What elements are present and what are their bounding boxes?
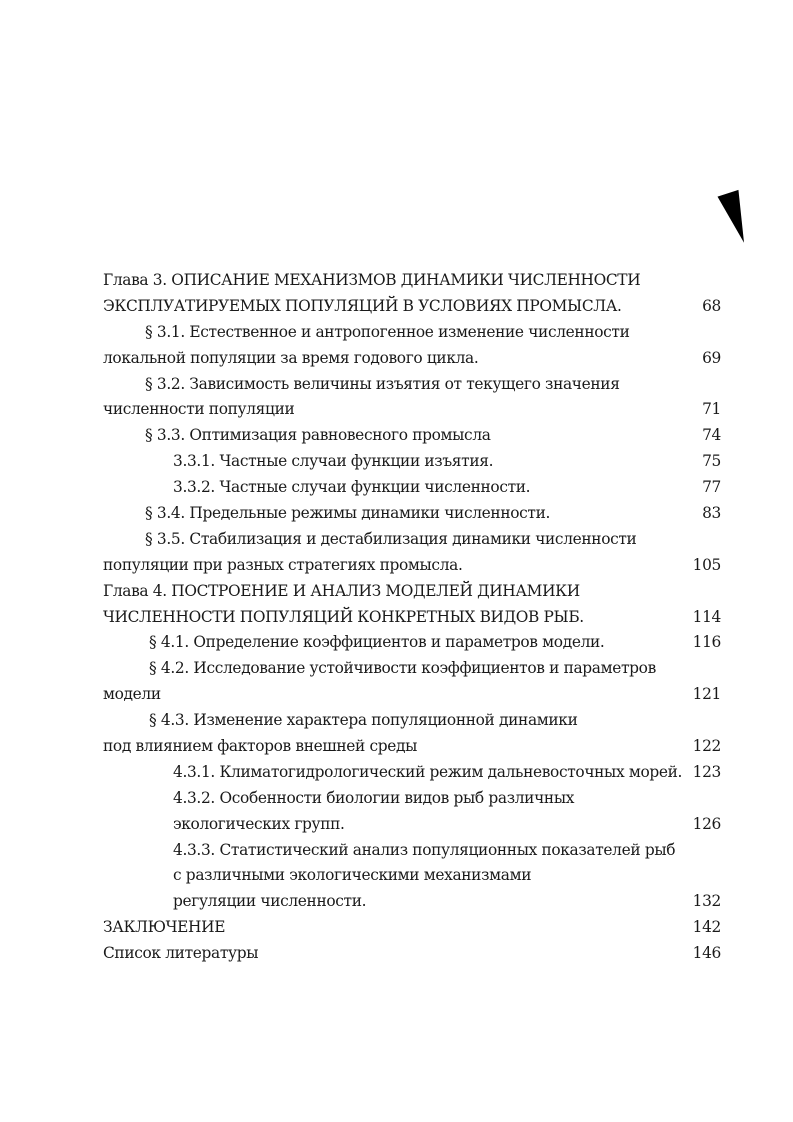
toc-line-subsection-4-3-3-cont bbox=[103, 863, 723, 889]
toc-page-number: 121 bbox=[692, 685, 721, 704]
toc-line-subsection-4-3-2 bbox=[103, 786, 723, 812]
toc-page-number: 74 bbox=[702, 426, 721, 445]
toc-page-number: 69 bbox=[702, 348, 721, 367]
toc-line-subsection-3-3-1 bbox=[103, 449, 723, 475]
toc-line-text: Глава 3. ОПИСАНИЕ МЕХАНИЗМОВ ДИНАМИКИ ЧИСЛЕННОСТИ bbox=[103, 271, 641, 289]
toc-page-number: 75 bbox=[702, 452, 721, 471]
toc-line-section-3-5-cont bbox=[103, 553, 723, 579]
toc-line-section-4-3-cont bbox=[103, 734, 723, 760]
toc-line-text: § 3.2. Зависимость величины изъятия от текущего значения bbox=[145, 374, 620, 393]
toc-line-text: локальной популяции за время годового цикла. bbox=[103, 348, 479, 367]
toc-line-text: 4.3.1. Климатогидрологический режим дальневосточных морей. bbox=[173, 762, 683, 781]
toc-line-text: под влиянием факторов внешней среды bbox=[103, 737, 417, 756]
toc-line-text: § 3.5. Стабилизация и дестабилизация динамики численности bbox=[145, 529, 637, 548]
toc-line-text: § 4.3. Изменение характера популяционной динамики bbox=[149, 711, 578, 730]
toc-line-text: § 4.2. Исследование устойчивости коэффициентов и параметров bbox=[149, 659, 656, 678]
toc-line-section-4-2-cont bbox=[103, 682, 723, 708]
toc-line-subsection-4-3-3 bbox=[103, 838, 723, 864]
toc-line-section-3-4 bbox=[103, 501, 723, 527]
toc-line-subsection-3-3-2 bbox=[103, 475, 723, 501]
scan-corner-mark bbox=[718, 190, 755, 246]
toc-page-number: 116 bbox=[692, 633, 721, 652]
toc-line-conclusion bbox=[103, 915, 723, 941]
toc-line-section-3-1 bbox=[103, 320, 723, 346]
toc-line-section-3-1-cont bbox=[103, 346, 723, 372]
toc-line-chapter-3-title bbox=[103, 268, 723, 294]
toc-line-text: регуляции численности. bbox=[173, 892, 367, 911]
toc-page-number: 114 bbox=[692, 607, 721, 626]
toc-page-number: 122 bbox=[692, 737, 721, 756]
toc-page-number: 68 bbox=[702, 296, 721, 315]
toc-line-references bbox=[103, 941, 723, 967]
toc-page-number: 132 bbox=[692, 892, 721, 911]
toc-page-number: 105 bbox=[692, 555, 721, 574]
toc-page-number: 77 bbox=[702, 478, 721, 497]
toc-line-text: 3.3.1. Частные случаи функции изъятия. bbox=[173, 452, 494, 471]
toc-line-text: Список литературы bbox=[103, 944, 259, 963]
toc-line-chapter-3-title-cont bbox=[103, 294, 723, 320]
toc-line-text: экологических групп. bbox=[173, 814, 345, 833]
toc-line-subsection-4-3-2-cont bbox=[103, 812, 723, 838]
toc-line-text: 4.3.2. Особенности биологии видов рыб различных bbox=[173, 788, 575, 807]
toc-line-text: § 4.1. Определение коэффициентов и параметров модели. bbox=[149, 633, 605, 652]
toc-line-text: ЭКСПЛУАТИРУЕМЫХ ПОПУЛЯЦИЙ В УСЛОВИЯХ ПРОМЫСЛА. bbox=[103, 296, 622, 315]
toc-line-section-3-5 bbox=[103, 527, 723, 553]
toc-line-section-4-3 bbox=[103, 708, 723, 734]
toc-page-number: 142 bbox=[692, 918, 721, 937]
toc-line-section-4-2 bbox=[103, 656, 723, 682]
toc-page-number: 71 bbox=[702, 400, 721, 419]
toc-page-number: 123 bbox=[692, 762, 721, 781]
toc-line-text: численности популяции bbox=[103, 400, 295, 419]
toc-page-number: 146 bbox=[692, 944, 721, 963]
toc-line-subsection-4-3-1 bbox=[103, 760, 723, 786]
toc-line-section-3-3 bbox=[103, 423, 723, 449]
toc-line-text: 3.3.2. Частные случаи функции численности. bbox=[173, 478, 531, 497]
toc-line-section-3-2 bbox=[103, 372, 723, 398]
toc-line-text: § 3.4. Предельные режимы динамики численности. bbox=[145, 504, 551, 523]
toc-line-text: § 3.3. Оптимизация равновесного промысла bbox=[145, 426, 491, 445]
toc-line-text: ЗАКЛЮЧЕНИЕ bbox=[103, 918, 226, 937]
toc-line-chapter-4-title-cont bbox=[103, 605, 723, 631]
toc-line-text: ЧИСЛЕННОСТИ ПОПУЛЯЦИЙ КОНКРЕТНЫХ ВИДОВ РЫБ. bbox=[103, 607, 584, 626]
toc-line-subsection-4-3-3-cont2 bbox=[103, 889, 723, 915]
toc-line-chapter-4-title bbox=[103, 579, 723, 605]
toc-line-text: § 3.1. Естественное и антропогенное изменение численности bbox=[145, 322, 630, 341]
toc-line-text: с различными экологическими механизмами bbox=[173, 866, 532, 885]
toc-line-text: модели bbox=[103, 685, 161, 704]
toc-page-number: 126 bbox=[692, 814, 721, 833]
toc-page-number: 83 bbox=[702, 504, 721, 523]
toc-line-section-3-2-cont bbox=[103, 397, 723, 423]
toc-line-text: 4.3.3. Статистический анализ популяционных показателей рыб bbox=[173, 840, 676, 859]
table-of-contents bbox=[103, 268, 723, 967]
toc-line-section-4-1 bbox=[103, 630, 723, 656]
toc-line-text: популяции при разных стратегиях промысла. bbox=[103, 555, 463, 574]
toc-line-text: Глава 4. ПОСТРОЕНИЕ И АНАЛИЗ МОДЕЛЕЙ ДИНАМИКИ bbox=[103, 581, 580, 600]
